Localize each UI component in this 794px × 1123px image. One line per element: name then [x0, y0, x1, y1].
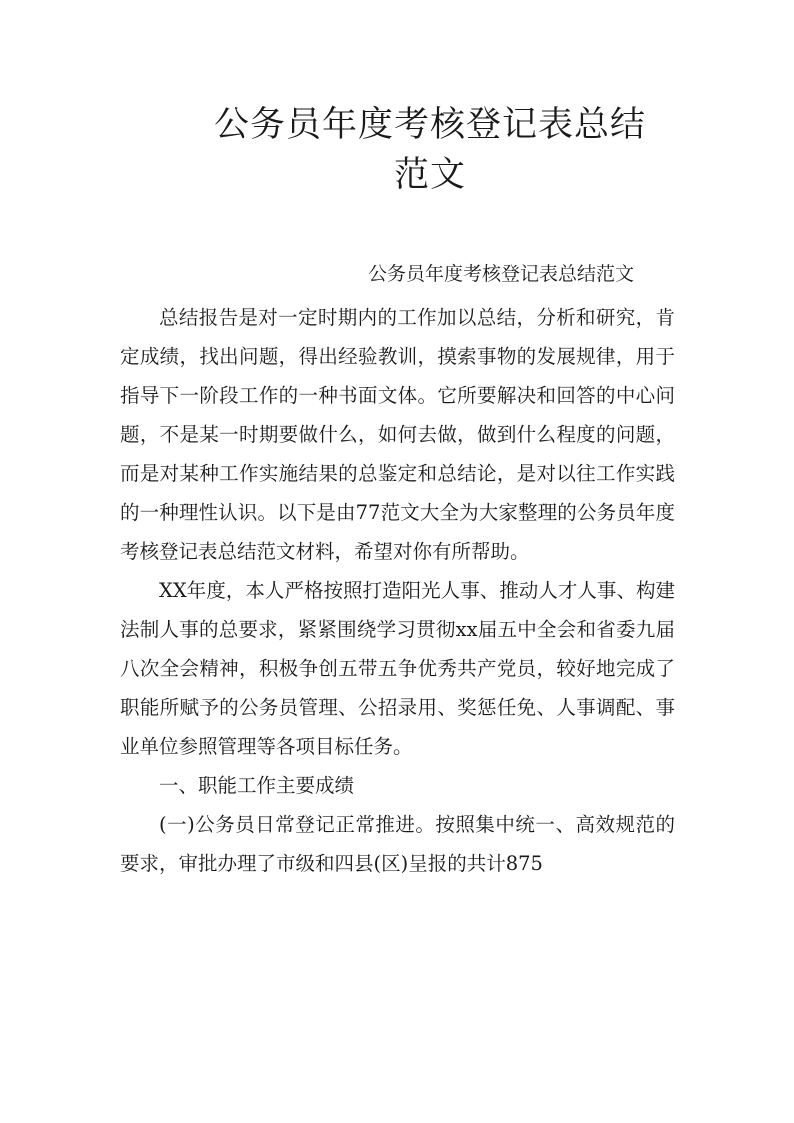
paragraph-summary: XX年度，本人严格按照打造阳光人事、推动人才人事、构建法制人事的总要求，紧紧围绕学习贯彻xx届五中全会和省委九届八次全会精神，积极争创五带五争优秀共产党员，较好地完成了职能所赋予的公务员管理、公招录用、奖惩任免、人事调配、事业单位参照管理等各项目标任务。: [120, 579, 675, 758]
title-line-2: 范文: [393, 155, 466, 195]
section-heading: 一、职能工作主要成绩: [159, 774, 355, 797]
paragraph-intro: 总结报告是对一定时期内的工作加以总结，分析和研究，肯定成绩，找出问题，得出经验教训，摸索事物的发展规律，用于指导下一阶段工作的一种书面文体。它所要解决和回答的中心问题，不是某一时期要做什么，如何去做，做到什么程度的问题，而是对某种工作实施结果的总鉴定和总结论，是对以往工作实践的一种理性认识。以下是由77范文大全为大家整理的公务员年度考核登记表总结范文材料，希望对你有所帮助。: [120, 306, 675, 563]
paragraph-item-1: (一)公务员日常登记正常推进。按照集中统一、高效规范的要求，审批办理了市级和四县(区)呈报的共计875: [120, 813, 675, 875]
document-title: [190, 100, 670, 200]
title-line-1: 公务员年度考核登记表总结: [213, 105, 646, 145]
document-body: [120, 298, 675, 883]
document-subtitle: 公务员年度考核登记表总结范文: [368, 263, 635, 285]
